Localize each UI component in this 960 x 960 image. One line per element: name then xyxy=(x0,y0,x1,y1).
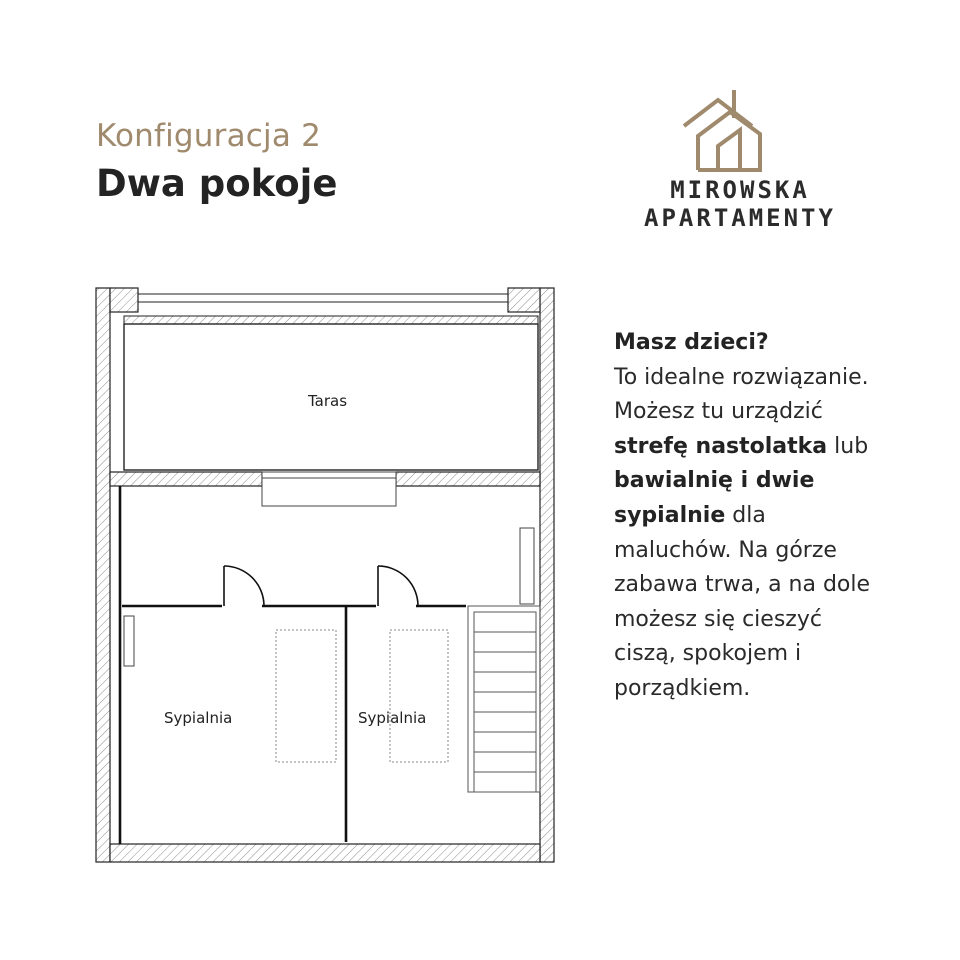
description-text-1: To idealne rozwiązanie. Możesz tu urządzić xyxy=(614,364,869,425)
description-heading: Masz dzieci? xyxy=(614,330,769,355)
radiators xyxy=(124,528,534,666)
description-bold-2: bawialnię i dwie sypialnie xyxy=(614,468,815,528)
doors xyxy=(224,566,418,606)
interior-walls xyxy=(120,486,466,844)
description-text-3: dla maluchów. Na górze zabawa trwa, a na dole możesz się cieszyć ciszą, spokojem i porządkiem. xyxy=(614,502,871,701)
room-label-bedroom-left: Sypialnia xyxy=(164,709,233,727)
beds xyxy=(276,630,448,762)
logo xyxy=(600,88,880,238)
outer-walls xyxy=(96,288,554,862)
floor-plan xyxy=(90,280,570,880)
house-outline-icon xyxy=(678,88,778,178)
room-label-terrace: Taras xyxy=(308,392,348,410)
logo-line-2: APARTAMENTY xyxy=(644,204,836,232)
staircase xyxy=(468,606,540,792)
page-title: Dwa pokoje xyxy=(96,162,338,205)
description-bold-1: strefę nastolatka xyxy=(614,433,828,459)
room-label-bedroom-right: Sypialnia xyxy=(358,709,427,727)
terrace-railing xyxy=(124,294,538,324)
description-text-2: lub xyxy=(827,433,869,459)
description xyxy=(614,326,874,707)
logo-line-1: MIROWSKA xyxy=(670,176,810,204)
terrace-door xyxy=(262,472,396,506)
subtitle: Konfiguracja 2 xyxy=(96,118,322,154)
